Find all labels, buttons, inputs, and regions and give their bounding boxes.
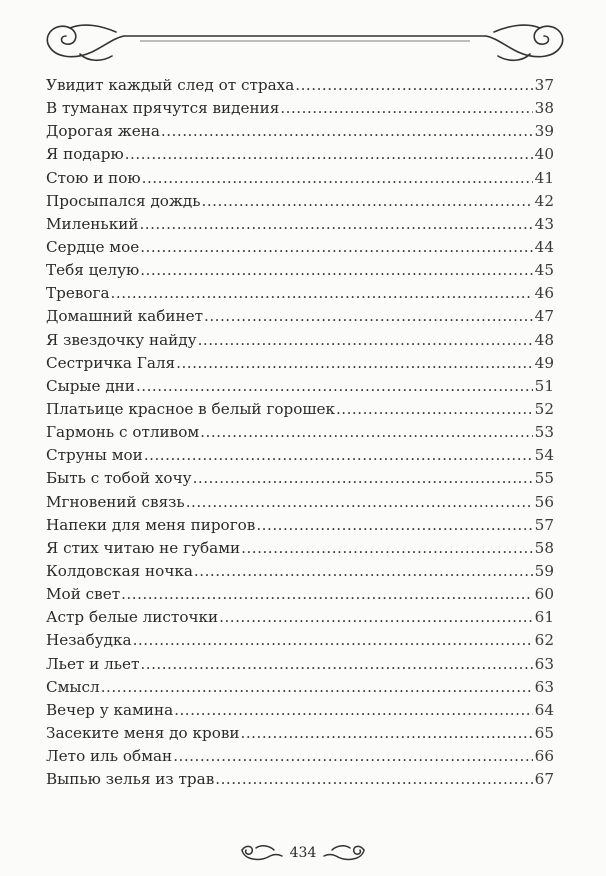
toc-dot-leader [140, 236, 532, 259]
toc-entry [46, 352, 554, 375]
toc-entry [46, 560, 554, 583]
toc-dot-leader [101, 676, 533, 699]
toc-entry-title: Колдовская ночка [46, 561, 193, 580]
toc-entry-title: Лето иль обман [46, 747, 173, 766]
toc-entry [46, 537, 554, 560]
toc-entry [46, 467, 554, 490]
toc-dot-leader [133, 629, 533, 652]
toc-dot-leader [204, 305, 533, 328]
toc-dot-leader [215, 768, 532, 791]
toc-entry [46, 97, 554, 120]
toc-entry [46, 143, 554, 166]
toc-entry-page: 46 [534, 284, 554, 303]
toc-entry [46, 606, 554, 629]
toc-entry-title: Я подарю [46, 145, 124, 164]
toc-entry-title: Астр белые листочки [46, 608, 219, 627]
toc-entry-title: Смысл [46, 677, 100, 696]
toc-dot-leader [176, 352, 533, 375]
toc-entry-page: 66 [534, 747, 554, 766]
toc-entry-page: 57 [534, 515, 554, 534]
toc-entry-page: 41 [534, 168, 554, 187]
toc-entry [46, 745, 554, 768]
toc-entry-title: Мгновений связь [46, 492, 185, 511]
toc-dot-leader [295, 74, 532, 97]
toc-entry [46, 259, 554, 282]
toc-dot-leader [186, 491, 533, 514]
toc-entry-page: 63 [534, 677, 554, 696]
toc-entry-page: 63 [534, 654, 554, 673]
toc-dot-leader [174, 699, 533, 722]
toc-dot-leader [241, 722, 533, 745]
toc-entry-title: Миленький [46, 214, 139, 233]
toc-entry [46, 167, 554, 190]
toc-entry-title: Напеки для меня пирогов [46, 515, 256, 534]
toc-entry-title: Сырые дни [46, 376, 135, 395]
toc-entry-page: 38 [534, 99, 554, 118]
toc-dot-leader [202, 190, 533, 213]
toc-entry-title: Сестричка Галя [46, 353, 176, 372]
toc-entry-title: Платьице красное в белый горошек [46, 399, 335, 418]
toc-entry [46, 444, 554, 467]
toc-dot-leader [139, 213, 532, 236]
toc-entry-page: 44 [534, 237, 554, 256]
toc-entry-page: 43 [534, 214, 554, 233]
toc-entry [46, 236, 554, 259]
toc-dot-leader [241, 537, 533, 560]
toc-entry-page: 58 [534, 538, 554, 557]
footer-ornament-left-icon [238, 842, 284, 864]
toc-entry [46, 514, 554, 537]
toc-entry-title: Засеките меня до крови [46, 723, 240, 742]
page-number: 434 [289, 845, 317, 861]
toc-dot-leader [136, 375, 533, 398]
toc-dot-leader [142, 167, 533, 190]
toc-entry-title: Тревога [46, 284, 110, 303]
toc-entry-page: 56 [534, 492, 554, 511]
toc-entry [46, 190, 554, 213]
toc-dot-leader [140, 259, 532, 282]
toc-dot-leader [219, 606, 533, 629]
toc-entry-page: 45 [534, 261, 554, 280]
toc-dot-leader [140, 653, 532, 676]
toc-entry [46, 329, 554, 352]
toc-dot-leader [200, 421, 533, 444]
page-footer [0, 838, 606, 868]
toc-entry-title: Я стих читаю не губами [46, 538, 241, 557]
toc-dot-leader [336, 398, 533, 421]
toc-entry-title: Вечер у камина [46, 700, 174, 719]
toc-entry-page: 53 [534, 423, 554, 442]
toc-entry-title: Незабудка [46, 631, 132, 650]
toc-entry-page: 60 [534, 585, 554, 604]
toc-entry-page: 65 [534, 723, 554, 742]
toc-entry-title: Выпью зелья из трав [46, 770, 215, 789]
toc-entry-page: 48 [534, 330, 554, 349]
header-ornament-icon [40, 14, 570, 68]
toc-entry [46, 491, 554, 514]
toc-entry-title: Увидит каждый след от страха [46, 76, 295, 94]
toc-entry [46, 768, 554, 791]
toc-entry-page: 54 [534, 446, 554, 465]
toc-entry-page: 62 [534, 631, 554, 650]
toc-dot-leader [161, 120, 533, 143]
toc-entry-title: Струны мои [46, 446, 143, 465]
toc-entry-title: Льет и льет [46, 654, 140, 673]
toc-entry-title: Просыпался дождь [46, 191, 201, 210]
toc-dot-leader [198, 329, 533, 352]
toc-dot-leader [125, 143, 533, 166]
toc-entry [46, 653, 554, 676]
footer-ornament-right-icon [322, 842, 368, 864]
toc-dot-leader [193, 467, 533, 490]
toc-entry [46, 282, 554, 305]
toc-entry-title: Дорогая жена [46, 122, 160, 141]
toc-entry [46, 398, 554, 421]
toc-entry-title: Сердце мое [46, 237, 140, 256]
toc-entry-page: 39 [534, 122, 554, 141]
toc-entry-page: 61 [534, 608, 554, 627]
toc-entry [46, 583, 554, 606]
toc-entry [46, 74, 554, 97]
toc-entry-title: Быть с тобой хочу [46, 469, 192, 488]
toc-dot-leader [280, 97, 532, 120]
toc-dot-leader [194, 560, 533, 583]
toc-entry-page: 52 [534, 399, 554, 418]
toc-entry-page: 40 [534, 145, 554, 164]
toc-dot-leader [173, 745, 532, 768]
toc-entry-title: Гармонь с отливом [46, 423, 200, 442]
toc-entry-page: 55 [534, 469, 554, 488]
toc-dot-leader [111, 282, 533, 305]
toc-entry-page: 42 [534, 191, 554, 210]
toc-entry-page: 67 [534, 770, 554, 789]
toc-entry-title: Стою и пою [46, 168, 141, 187]
toc-dot-leader [121, 583, 533, 606]
toc-entry [46, 699, 554, 722]
toc-entry [46, 213, 554, 236]
toc-entry-title: Мой свет [46, 585, 121, 604]
toc-entry-page: 37 [534, 76, 554, 94]
toc-entry-page: 64 [534, 700, 554, 719]
toc-entry-page: 47 [534, 307, 554, 326]
toc-entry [46, 629, 554, 652]
toc-entry [46, 676, 554, 699]
toc-entry [46, 305, 554, 328]
toc-entry-page: 51 [534, 376, 554, 395]
toc-entry-title: Домашний кабинет [46, 307, 203, 326]
toc-entry [46, 722, 554, 745]
toc-entry-page: 59 [534, 561, 554, 580]
toc-entry-page: 49 [534, 353, 554, 372]
table-of-contents [46, 74, 554, 791]
toc-entry [46, 421, 554, 444]
toc-entry [46, 120, 554, 143]
toc-entry-title: В туманах прячутся видения [46, 99, 280, 118]
toc-entry-title: Тебя целую [46, 261, 140, 280]
toc-dot-leader [144, 444, 533, 467]
toc-dot-leader [256, 514, 532, 537]
toc-entry-title: Я звездочку найду [46, 330, 197, 349]
toc-entry [46, 375, 554, 398]
